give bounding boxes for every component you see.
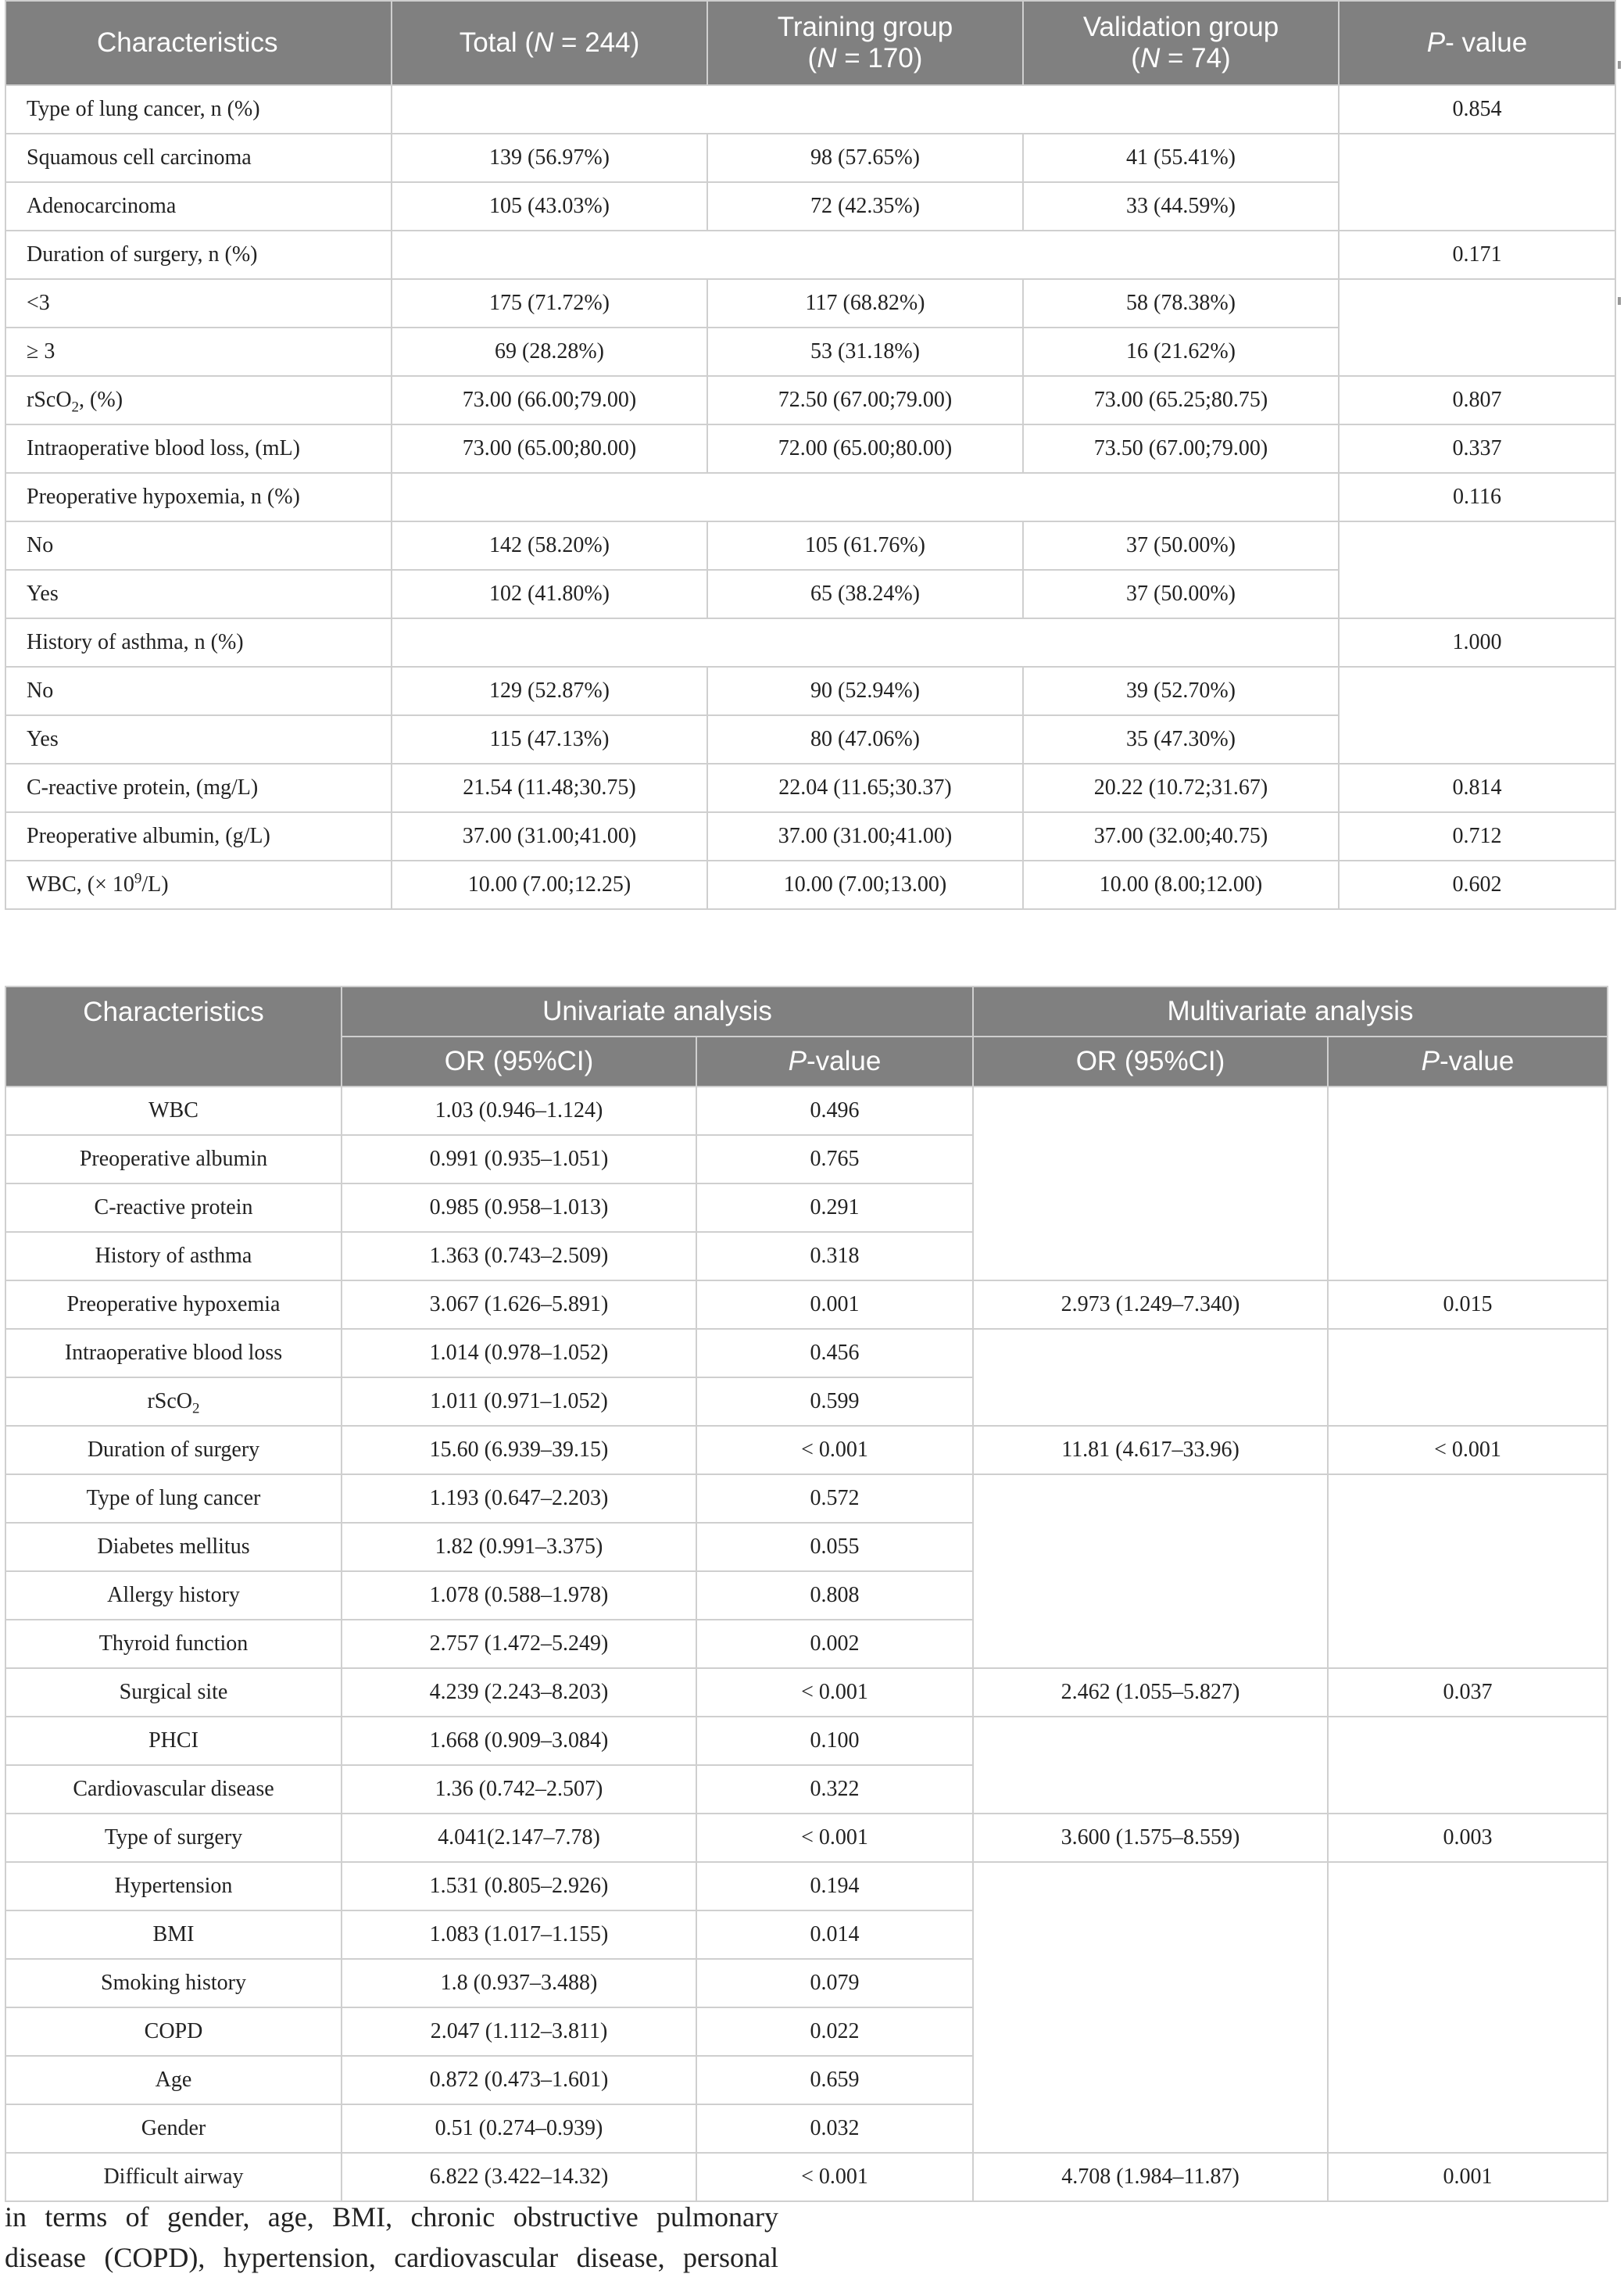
- header-training-group: Training group (N = 170): [707, 1, 1023, 85]
- univariate-or-cell: 1.014 (0.978–1.052): [342, 1329, 696, 1377]
- header-univariate-or: OR (95%CI): [342, 1037, 696, 1087]
- empty-multivariate-p-cell: [1328, 1862, 1608, 2153]
- univariate-p-cell: 0.496: [696, 1087, 973, 1135]
- row-label: Gender: [5, 2104, 342, 2153]
- empty-multivariate-p-cell: [1328, 1329, 1608, 1426]
- total-cell: 115 (47.13%): [392, 715, 707, 764]
- univariate-p-cell: 0.001: [696, 1280, 973, 1329]
- training-cell: 37.00 (31.00;41.00): [707, 812, 1023, 861]
- multivariate-or-cell: 2.973 (1.249–7.340): [973, 1280, 1328, 1329]
- univariate-or-cell: 1.36 (0.742–2.507): [342, 1765, 696, 1814]
- row-label: Allergy history: [5, 1571, 342, 1620]
- row-label: Difficult airway: [5, 2153, 342, 2201]
- validation-cell: 37.00 (32.00;40.75): [1023, 812, 1339, 861]
- empty-multivariate-or-cell: [973, 1329, 1328, 1426]
- header-p-value: P- value: [1339, 1, 1615, 85]
- univariate-or-cell: 0.51 (0.274–0.939): [342, 2104, 696, 2153]
- row-label: Type of lung cancer: [5, 1474, 342, 1523]
- row-label: COPD: [5, 2007, 342, 2056]
- row-label: History of asthma: [5, 1232, 342, 1280]
- empty-p-cell: [1339, 521, 1615, 618]
- univariate-or-cell: 1.363 (0.743–2.509): [342, 1232, 696, 1280]
- row-label: Smoking history: [5, 1959, 342, 2007]
- univariate-or-cell: 1.083 (1.017–1.155): [342, 1910, 696, 1959]
- empty-multivariate-or-cell: [973, 1474, 1328, 1668]
- multivariate-p-cell: 0.037: [1328, 1668, 1608, 1717]
- row-label: Intraoperative blood loss: [5, 1329, 342, 1377]
- table-header-row: [5, 987, 1608, 1037]
- row-label: Type of surgery: [5, 1814, 342, 1862]
- header-multivariate-analysis: Multivariate analysis: [973, 987, 1608, 1037]
- row-label: Squamous cell carcinoma: [5, 134, 392, 182]
- table-row: [5, 2153, 1608, 2201]
- validation-cell: 41 (55.41%): [1023, 134, 1339, 182]
- univariate-p-cell: < 0.001: [696, 1668, 973, 1717]
- p-value-cell: 1.000: [1339, 618, 1615, 667]
- empty-multivariate-p-cell: [1328, 1087, 1608, 1280]
- row-label: No: [5, 667, 392, 715]
- validation-cell: 33 (44.59%): [1023, 182, 1339, 231]
- paragraph-line: in terms of gender, age, BMI, chronic obstructive pulmonary: [5, 2201, 778, 2233]
- table-row: [5, 1814, 1608, 1862]
- univariate-or-cell: 1.82 (0.991–3.375): [342, 1523, 696, 1571]
- training-cell: 80 (47.06%): [707, 715, 1023, 764]
- header-characteristics: Characteristics: [5, 987, 342, 1087]
- empty-span-cell: [392, 231, 1339, 279]
- row-label: Duration of surgery, n (%): [5, 231, 392, 279]
- row-label: History of asthma, n (%): [5, 618, 392, 667]
- total-cell: 69 (28.28%): [392, 328, 707, 376]
- table-row: [5, 473, 1615, 521]
- total-cell: 129 (52.87%): [392, 667, 707, 715]
- univariate-p-cell: 0.014: [696, 1910, 973, 1959]
- total-cell: 21.54 (11.48;30.75): [392, 764, 707, 812]
- header-univariate-analysis: Univariate analysis: [342, 987, 973, 1037]
- row-label: BMI: [5, 1910, 342, 1959]
- row-label: rScO$_2$: [5, 1377, 342, 1426]
- validation-cell: 35 (47.30%): [1023, 715, 1339, 764]
- univariate-or-cell: 4.041(2.147–7.78): [342, 1814, 696, 1862]
- validation-cell: 10.00 (8.00;12.00): [1023, 861, 1339, 909]
- header-validation-group: Validation group (N = 74): [1023, 1, 1339, 85]
- univariate-p-cell: 0.808: [696, 1571, 973, 1620]
- univariate-p-cell: 0.572: [696, 1474, 973, 1523]
- p-value-cell: 0.854: [1339, 85, 1615, 134]
- row-label: Type of lung cancer, n (%): [5, 85, 392, 134]
- table-row: [5, 1087, 1608, 1135]
- header-multivariate-p-value: P-value: [1328, 1037, 1608, 1087]
- training-cell: 90 (52.94%): [707, 667, 1023, 715]
- row-label: rScO$_2$, (%): [5, 376, 392, 424]
- univariate-or-cell: 15.60 (6.939–39.15): [342, 1426, 696, 1474]
- training-cell: 72.50 (67.00;79.00): [707, 376, 1023, 424]
- validation-cell: 73.50 (67.00;79.00): [1023, 424, 1339, 473]
- table-row: [5, 376, 1615, 424]
- row-label: Cardiovascular disease: [5, 1765, 342, 1814]
- total-cell: 73.00 (65.00;80.00): [392, 424, 707, 473]
- univariate-p-cell: 0.456: [696, 1329, 973, 1377]
- p-value-cell: 0.814: [1339, 764, 1615, 812]
- training-cell: 105 (61.76%): [707, 521, 1023, 570]
- page-edge-mark: [1618, 297, 1621, 305]
- univariate-p-cell: 0.291: [696, 1183, 973, 1232]
- empty-span-cell: [392, 473, 1339, 521]
- table-row: [5, 231, 1615, 279]
- multivariate-p-cell: 0.015: [1328, 1280, 1608, 1329]
- header-characteristics: Characteristics: [5, 1, 392, 85]
- table-row: [5, 861, 1615, 909]
- validation-cell: 20.22 (10.72;31.67): [1023, 764, 1339, 812]
- empty-span-cell: [392, 618, 1339, 667]
- univariate-or-cell: 1.8 (0.937–3.488): [342, 1959, 696, 2007]
- univariate-p-cell: 0.079: [696, 1959, 973, 2007]
- table-row: [5, 618, 1615, 667]
- table-row: [5, 424, 1615, 473]
- univariate-or-cell: 1.531 (0.805–2.926): [342, 1862, 696, 1910]
- univariate-p-cell: 0.100: [696, 1717, 973, 1765]
- validation-cell: 37 (50.00%): [1023, 521, 1339, 570]
- univariate-or-cell: 1.011 (0.971–1.052): [342, 1377, 696, 1426]
- validation-cell: 16 (21.62%): [1023, 328, 1339, 376]
- total-cell: 73.00 (66.00;79.00): [392, 376, 707, 424]
- table-row: [5, 279, 1615, 328]
- row-label: Preoperative hypoxemia: [5, 1280, 342, 1329]
- empty-multivariate-p-cell: [1328, 1717, 1608, 1814]
- multivariate-p-cell: 0.003: [1328, 1814, 1608, 1862]
- multivariate-or-cell: 3.600 (1.575–8.559): [973, 1814, 1328, 1862]
- row-label: Diabetes mellitus: [5, 1523, 342, 1571]
- row-label: Preoperative albumin, (g/L): [5, 812, 392, 861]
- empty-multivariate-or-cell: [973, 1717, 1328, 1814]
- row-label: ≥ 3: [5, 328, 392, 376]
- row-label: PHCI: [5, 1717, 342, 1765]
- row-label: Thyroid function: [5, 1620, 342, 1668]
- table-row: [5, 1668, 1608, 1717]
- table-row: [5, 812, 1615, 861]
- total-cell: 175 (71.72%): [392, 279, 707, 328]
- p-value-cell: 0.602: [1339, 861, 1615, 909]
- training-cell: 72 (42.35%): [707, 182, 1023, 231]
- table-header-row: [5, 1, 1615, 85]
- empty-multivariate-or-cell: [973, 1087, 1328, 1280]
- table-row: [5, 1862, 1608, 1910]
- univariate-or-cell: 4.239 (2.243–8.203): [342, 1668, 696, 1717]
- training-cell: 117 (68.82%): [707, 279, 1023, 328]
- p-value-cell: 0.807: [1339, 376, 1615, 424]
- total-cell: 105 (43.03%): [392, 182, 707, 231]
- row-label: C-reactive protein, (mg/L): [5, 764, 392, 812]
- univariate-p-cell: 0.055: [696, 1523, 973, 1571]
- univariate-p-cell: 0.659: [696, 2056, 973, 2104]
- univariate-or-cell: 6.822 (3.422–14.32): [342, 2153, 696, 2201]
- training-cell: 98 (57.65%): [707, 134, 1023, 182]
- row-label: Hypertension: [5, 1862, 342, 1910]
- multivariate-p-cell: 0.001: [1328, 2153, 1608, 2201]
- univariate-or-cell: 2.047 (1.112–3.811): [342, 2007, 696, 2056]
- row-label: Adenocarcinoma: [5, 182, 392, 231]
- table-row: [5, 1329, 1608, 1377]
- empty-p-cell: [1339, 279, 1615, 376]
- p-value-cell: 0.116: [1339, 473, 1615, 521]
- row-label: <3: [5, 279, 392, 328]
- paragraph-line: disease (COPD), hypertension, cardiovascular disease, personal: [5, 2242, 778, 2273]
- total-cell: 102 (41.80%): [392, 570, 707, 618]
- table-row: [5, 1280, 1608, 1329]
- empty-multivariate-or-cell: [973, 1862, 1328, 2153]
- row-label: Yes: [5, 715, 392, 764]
- table-row: [5, 764, 1615, 812]
- training-cell: 10.00 (7.00;13.00): [707, 861, 1023, 909]
- row-label: C-reactive protein: [5, 1183, 342, 1232]
- univariate-p-cell: 0.599: [696, 1377, 973, 1426]
- univariate-p-cell: 0.022: [696, 2007, 973, 2056]
- univariate-or-cell: 0.985 (0.958–1.013): [342, 1183, 696, 1232]
- row-label: Surgical site: [5, 1668, 342, 1717]
- total-cell: 139 (56.97%): [392, 134, 707, 182]
- univariate-p-cell: 0.765: [696, 1135, 973, 1183]
- univariate-p-cell: < 0.001: [696, 1814, 973, 1862]
- p-value-cell: 0.712: [1339, 812, 1615, 861]
- univariate-or-cell: 3.067 (1.626–5.891): [342, 1280, 696, 1329]
- row-label: Duration of surgery: [5, 1426, 342, 1474]
- table-row: [5, 85, 1615, 134]
- validation-cell: 39 (52.70%): [1023, 667, 1339, 715]
- baseline-characteristics-table: [5, 0, 1616, 910]
- row-label: Intraoperative blood loss, (mL): [5, 424, 392, 473]
- univariate-p-cell: 0.194: [696, 1862, 973, 1910]
- univariate-p-cell: 0.322: [696, 1765, 973, 1814]
- empty-p-cell: [1339, 134, 1615, 231]
- row-label: Preoperative hypoxemia, n (%): [5, 473, 392, 521]
- univariate-or-cell: 1.078 (0.588–1.978): [342, 1571, 696, 1620]
- row-label: WBC, (× $10^9/L$): [5, 861, 392, 909]
- row-label: Preoperative albumin: [5, 1135, 342, 1183]
- empty-p-cell: [1339, 667, 1615, 764]
- univariate-or-cell: 1.193 (0.647–2.203): [342, 1474, 696, 1523]
- total-cell: 10.00 (7.00;12.25): [392, 861, 707, 909]
- row-label: Yes: [5, 570, 392, 618]
- table-row: [5, 667, 1615, 715]
- multivariate-p-cell: < 0.001: [1328, 1426, 1608, 1474]
- table-row: [5, 1426, 1608, 1474]
- multivariate-or-cell: 2.462 (1.055–5.827): [973, 1668, 1328, 1717]
- row-label: WBC: [5, 1087, 342, 1135]
- univariate-or-cell: 1.03 (0.946–1.124): [342, 1087, 696, 1135]
- header-total: Total (N = 244): [392, 1, 707, 85]
- header-multivariate-or: OR (95%CI): [973, 1037, 1328, 1087]
- multivariate-or-cell: 11.81 (4.617–33.96): [973, 1426, 1328, 1474]
- univariate-or-cell: 1.668 (0.909–3.084): [342, 1717, 696, 1765]
- total-cell: 37.00 (31.00;41.00): [392, 812, 707, 861]
- p-value-cell: 0.171: [1339, 231, 1615, 279]
- univariate-or-cell: 0.872 (0.473–1.601): [342, 2056, 696, 2104]
- validation-cell: 73.00 (65.25;80.75): [1023, 376, 1339, 424]
- table-row: [5, 1474, 1608, 1523]
- univariate-p-cell: 0.032: [696, 2104, 973, 2153]
- validation-cell: 37 (50.00%): [1023, 570, 1339, 618]
- table-row: [5, 1717, 1608, 1765]
- empty-multivariate-p-cell: [1328, 1474, 1608, 1668]
- validation-cell: 58 (78.38%): [1023, 279, 1339, 328]
- univariate-or-cell: 2.757 (1.472–5.249): [342, 1620, 696, 1668]
- table-row: [5, 134, 1615, 182]
- univariate-p-cell: < 0.001: [696, 1426, 973, 1474]
- body-paragraph: [5, 2197, 778, 2278]
- regression-analysis-table: [5, 986, 1608, 2202]
- univariate-p-cell: 0.002: [696, 1620, 973, 1668]
- header-univariate-p-value: P-value: [696, 1037, 973, 1087]
- total-cell: 142 (58.20%): [392, 521, 707, 570]
- training-cell: 72.00 (65.00;80.00): [707, 424, 1023, 473]
- training-cell: 65 (38.24%): [707, 570, 1023, 618]
- empty-span-cell: [392, 85, 1339, 134]
- multivariate-or-cell: 4.708 (1.984–11.87): [973, 2153, 1328, 2201]
- page-edge-mark: [1618, 61, 1621, 69]
- row-label: Age: [5, 2056, 342, 2104]
- univariate-or-cell: 0.991 (0.935–1.051): [342, 1135, 696, 1183]
- training-cell: 22.04 (11.65;30.37): [707, 764, 1023, 812]
- table-row: [5, 521, 1615, 570]
- univariate-p-cell: < 0.001: [696, 2153, 973, 2201]
- univariate-p-cell: 0.318: [696, 1232, 973, 1280]
- training-cell: 53 (31.18%): [707, 328, 1023, 376]
- row-label: No: [5, 521, 392, 570]
- p-value-cell: 0.337: [1339, 424, 1615, 473]
